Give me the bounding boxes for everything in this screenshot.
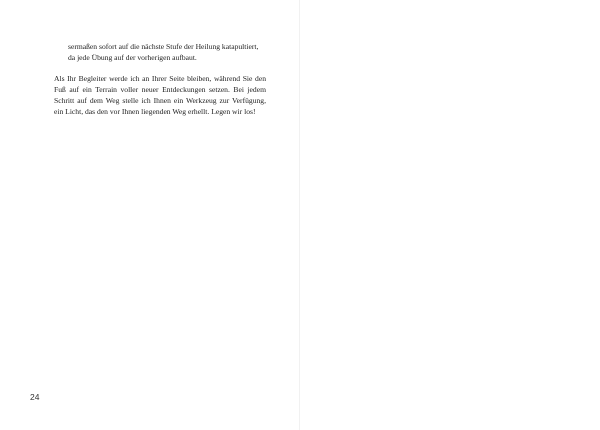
left-page-number: 24	[30, 392, 40, 402]
left-paragraph-1: sermaßen sofort auf die nächste Stufe der Heilung katapultiert, da jede Übung auf der vorherigen aufbaut.	[68, 42, 259, 63]
left-paragraph-2: Als Ihr Begleiter werde ich an Ihrer Seite bleiben, während Sie den Fuß auf ein Terrain voller neuer Entdeckungen setzen. Bei jedem Schritt auf dem Weg stelle ich Ihnen ein Werkzeug zur Verfügung, ein Licht, das den vor Ihnen liegenden Weg erhellt. Legen wir los!	[54, 73, 266, 117]
left-page-body	[54, 41, 266, 118]
right-page	[300, 0, 600, 430]
